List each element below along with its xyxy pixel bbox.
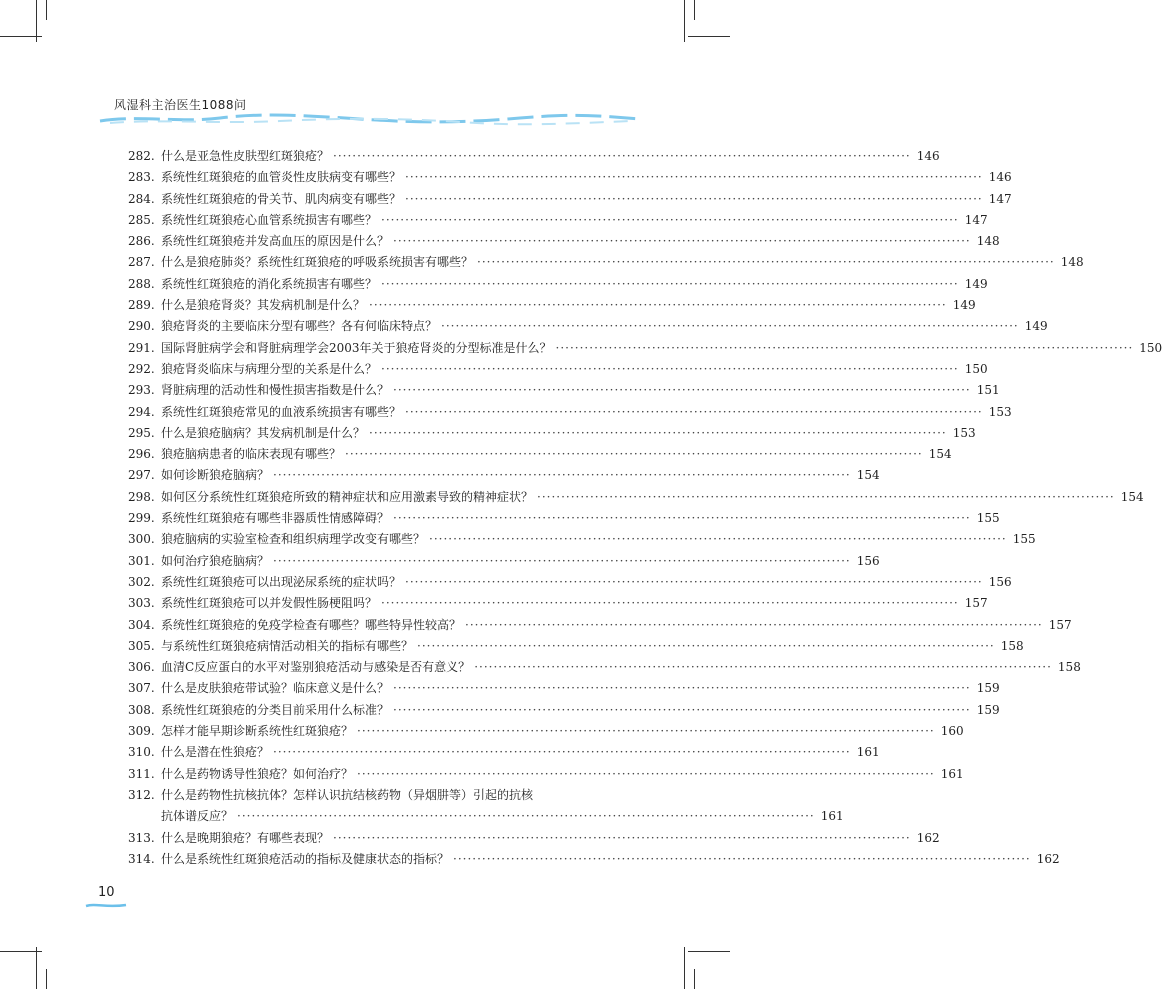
toc-entry-title: 系统性红斑狼疮可以出现泌尿系统的症状吗？ (161, 574, 402, 589)
toc-entry (128, 615, 1072, 636)
toc-leader-dots: ························································································································ (273, 553, 851, 568)
toc-entry (128, 764, 964, 785)
toc-entry-page: 148 (976, 234, 1000, 249)
toc-leader-dots: ························································································································ (537, 489, 1115, 504)
toc-leader-dots: ························································································································ (381, 361, 959, 376)
toc-leader-dots: ························································································································ (273, 745, 851, 760)
toc-entry-page: 149 (952, 298, 976, 313)
toc-entry-title: 国际肾脏病学会和肾脏病理学会2003年关于狼疮肾炎的分型标准是什么？ (161, 340, 552, 355)
toc-leader-dots: ························································································································ (369, 298, 947, 313)
toc-entry (128, 487, 1144, 508)
toc-entry (128, 295, 976, 316)
toc-entry-number: 313. (128, 830, 155, 845)
toc-entry-page: 149 (964, 276, 988, 291)
toc-entry (128, 636, 1024, 657)
toc-entry (128, 146, 940, 167)
toc-entry-page: 154 (856, 468, 880, 483)
toc-entry-title: 系统性红斑狼疮并发高血压的原因是什么？ (161, 234, 390, 249)
toc-entry-title: 什么是皮肤狼疮带试验？临床意义是什么？ (161, 681, 390, 696)
toc-entry-page: 155 (1012, 532, 1036, 547)
toc-entry-title: 系统性红斑狼疮的血管炎性皮肤病变有哪些？ (161, 170, 402, 185)
toc-entry-number: 309. (128, 724, 155, 739)
toc-entry-number: 288. (128, 276, 155, 291)
crop-mark-top-left-v2 (46, 0, 47, 20)
toc-entry-number: 299. (128, 511, 155, 526)
toc-entry-number: 298. (128, 489, 155, 504)
toc-entry (128, 423, 976, 444)
toc-entry-number: 293. (128, 383, 155, 398)
toc-entry-number: 291. (128, 340, 155, 355)
toc-entry (128, 167, 1012, 188)
toc-entry-number: 314. (128, 851, 155, 866)
toc-entry-number: 312. (128, 787, 155, 802)
toc-entry (128, 210, 988, 231)
toc-entry-number: 297. (128, 468, 155, 483)
toc-entry-title: 系统性红斑狼疮心血管系统损害有哪些？ (161, 212, 378, 227)
toc-leader-dots: ························································································································ (369, 425, 947, 440)
toc-entry-page: 156 (988, 574, 1012, 589)
toc-entry-page: 146 (988, 170, 1012, 185)
toc-leader-dots: ························································································································ (393, 702, 971, 717)
toc-leader-dots: ························································································································ (393, 681, 971, 696)
toc-entry-page: 147 (988, 191, 1012, 206)
toc-entry-page: 159 (976, 681, 1000, 696)
toc-entry-number: 305. (128, 638, 155, 653)
toc-leader-dots: ························································································································ (237, 809, 815, 824)
toc-entry-page: 150 (1139, 340, 1162, 355)
toc-entry-title: 狼疮肾炎的主要临床分型有哪些？各有何临床特点？ (161, 319, 438, 334)
toc-entry-page: 162 (916, 830, 940, 845)
toc-entry (128, 742, 880, 763)
toc-entry-title: 狼疮肾炎临床与病理分型的关系是什么？ (161, 361, 378, 376)
toc-entry (128, 785, 628, 806)
toc-entry-page: 149 (1024, 319, 1048, 334)
crop-mark-bottom-left-v2 (46, 969, 47, 989)
toc-leader-dots: ························································································································ (405, 170, 983, 185)
toc-leader-dots: ························································································································ (273, 468, 851, 483)
toc-leader-dots: ························································································································ (477, 255, 1055, 270)
toc-entry-title: 抗体谱反应？ (161, 809, 234, 824)
toc-leader-dots: ························································································································ (453, 851, 1031, 866)
toc-entry-title: 怎样才能早期诊断系统性红斑狼疮？ (161, 724, 354, 739)
toc-entry-page: 154 (1120, 489, 1144, 504)
toc-entry-page: 153 (952, 425, 976, 440)
toc-entry-title: 什么是药物诱导性狼疮？如何治疗？ (161, 766, 354, 781)
toc-entry-title: 血清C反应蛋白的水平对鉴别狼疮活动与感染是否有意义？ (161, 660, 471, 675)
toc-entry-number: 283. (128, 170, 155, 185)
toc-entry-page: 161 (940, 766, 964, 781)
toc-entry-title: 什么是狼疮肾炎？其发病机制是什么？ (161, 298, 366, 313)
toc-entry (128, 508, 1000, 529)
toc-entry-title: 什么是狼疮脑病？其发病机制是什么？ (161, 425, 366, 440)
toc-entry (128, 806, 844, 827)
toc-leader-dots: ························································································································ (333, 830, 911, 845)
toc-list (128, 146, 1162, 870)
toc-entry-number: 294. (128, 404, 155, 419)
toc-entry-page: 154 (928, 447, 952, 462)
toc-entry (128, 529, 1036, 550)
toc-leader-dots: ························································································································ (393, 511, 971, 526)
toc-entry (128, 402, 1012, 423)
toc-entry-title: 系统性红斑狼疮的骨关节、肌肉病变有哪些？ (161, 191, 402, 206)
toc-entry (128, 465, 880, 486)
toc-entry (128, 316, 1048, 337)
toc-leader-dots: ························································································································ (381, 596, 959, 611)
toc-leader-dots: ························································································································ (417, 638, 995, 653)
toc-entry (128, 252, 1084, 273)
toc-entry-page: 160 (940, 724, 964, 739)
toc-entry-number: 295. (128, 425, 155, 440)
running-header-title: 风湿科主治医生1088问 (114, 98, 247, 112)
crop-mark-bottom-right-v (684, 947, 685, 989)
toc-entry-number: 307. (128, 681, 155, 696)
toc-entry (128, 828, 940, 849)
header-wave-rule (100, 113, 640, 125)
toc-leader-dots: ························································································································ (381, 276, 959, 291)
toc-entry (128, 572, 1012, 593)
toc-entry-title: 什么是系统性红斑狼疮活动的指标及健康状态的指标？ (161, 851, 450, 866)
toc-entry (128, 444, 952, 465)
toc-entry-page: 153 (988, 404, 1012, 419)
toc-entry-number: 311. (128, 766, 155, 781)
toc-entry-title: 狼疮脑病的实验室检查和组织病理学改变有哪些？ (161, 532, 426, 547)
toc-leader-dots: ························································································································ (441, 319, 1019, 334)
crop-mark-bottom-right-h (688, 951, 730, 952)
toc-entry-page: 157 (964, 596, 988, 611)
toc-entry-title: 如何治疗狼疮脑病？ (161, 553, 270, 568)
toc-leader-dots: ························································································································ (357, 766, 935, 781)
toc-leader-dots: ························································································································ (393, 383, 971, 398)
toc-entry-title: 什么是潜在性狼疮？ (161, 745, 270, 760)
toc-entry-page: 159 (976, 702, 1000, 717)
toc-entry-number: 301. (128, 553, 155, 568)
toc-leader-dots: ························································································································ (465, 617, 1043, 632)
toc-entry-title: 系统性红斑狼疮有哪些非器质性情感障碍？ (161, 511, 390, 526)
toc-entry (128, 359, 988, 380)
toc-entry-title: 肾脏病理的活动性和慢性损害指数是什么？ (161, 383, 390, 398)
crop-mark-top-right-h (688, 36, 730, 37)
toc-entry (128, 189, 1012, 210)
toc-entry-page: 156 (856, 553, 880, 568)
crop-mark-bottom-left-h (0, 951, 42, 952)
toc-entry-number: 290. (128, 319, 155, 334)
toc-leader-dots: ························································································································ (357, 724, 935, 739)
toc-entry (128, 274, 988, 295)
toc-leader-dots: ························································································································ (429, 532, 1007, 547)
toc-entry-number: 282. (128, 149, 155, 163)
toc-leader-dots: ························································································································ (405, 191, 983, 206)
toc-entry-page: 147 (964, 212, 988, 227)
toc-entry-number: 300. (128, 532, 155, 547)
toc-leader-dots: ························································································································ (474, 660, 1052, 675)
toc-entry (128, 593, 988, 614)
crop-mark-bottom-right-v2 (694, 969, 695, 989)
toc-entry (128, 551, 880, 572)
crop-mark-top-right-v2 (694, 0, 695, 20)
toc-entry-title: 系统性红斑狼疮的免疫学检查有哪些？哪些特异性较高？ (161, 617, 462, 632)
toc-entry-title: 系统性红斑狼疮常见的血液系统损害有哪些？ (161, 404, 402, 419)
toc-entry-title: 什么是亚急性皮肤型红斑狼疮？ (161, 149, 330, 163)
toc-entry-title: 什么是药物性抗核抗体？怎样认识抗结核药物（异烟肼等）引起的抗核 (161, 787, 534, 802)
crop-mark-top-right-v (684, 0, 685, 42)
page-number: 10 (98, 885, 115, 900)
toc-entry-number: 310. (128, 745, 155, 760)
toc-entry-number: 302. (128, 574, 155, 589)
toc-entry-page: 162 (1036, 851, 1060, 866)
footer-wave-rule (86, 901, 126, 909)
toc-entry-title: 系统性红斑狼疮的分类目前采用什么标准？ (161, 702, 390, 717)
toc-entry-number: 287. (128, 255, 155, 270)
toc-entry-title: 如何区分系统性红斑狼疮所致的精神症状和应用激素导致的精神症状？ (161, 489, 534, 504)
toc-entry-page: 146 (916, 149, 940, 163)
toc-leader-dots: ························································································································ (405, 404, 983, 419)
toc-entry-title: 系统性红斑狼疮的消化系统损害有哪些？ (161, 276, 378, 291)
toc-entry-page: 158 (1057, 660, 1081, 675)
toc-entry (128, 849, 1060, 870)
toc-entry-number: 286. (128, 234, 155, 249)
toc-entry-page: 151 (976, 383, 1000, 398)
toc-entry-title: 狼疮脑病患者的临床表现有哪些？ (161, 447, 342, 462)
toc-entry-page: 155 (976, 511, 1000, 526)
toc-entry-page: 161 (820, 809, 844, 824)
toc-entry-number: 308. (128, 702, 155, 717)
toc-entry (128, 678, 1000, 699)
crop-mark-bottom-left-v (36, 947, 37, 989)
toc-entry-number: 289. (128, 298, 155, 313)
toc-entry (128, 700, 1000, 721)
toc-entry-page: 158 (1000, 638, 1024, 653)
toc-entry-title: 什么是晚期狼疮？有哪些表现？ (161, 830, 330, 845)
toc-entry (128, 657, 1081, 678)
toc-leader-dots: ························································································································ (333, 149, 911, 163)
toc-entry-number: 292. (128, 361, 155, 376)
toc-entry-page: 161 (856, 745, 880, 760)
toc-entry-number: 304. (128, 617, 155, 632)
toc-entry (128, 721, 964, 742)
toc-entry-number: 306. (128, 660, 155, 675)
toc-entry-number: 296. (128, 447, 155, 462)
toc-entry-title: 如何诊断狼疮脑病？ (161, 468, 270, 483)
toc-entry-title: 什么是狼疮肺炎？系统性红斑狼疮的呼吸系统损害有哪些？ (161, 255, 474, 270)
toc-leader-dots: ························································································································ (381, 212, 959, 227)
toc-entry-title: 与系统性红斑狼疮病情活动相关的指标有哪些？ (161, 638, 414, 653)
toc-leader-dots: ························································································································ (393, 234, 971, 249)
toc-leader-dots: ························································································································ (345, 447, 923, 462)
toc-leader-dots: ························································································································ (555, 340, 1134, 355)
toc-entry-number: 303. (128, 596, 155, 611)
toc-entry-page: 148 (1060, 255, 1084, 270)
toc-entry (128, 338, 1162, 359)
toc-entry-page: 150 (964, 361, 988, 376)
toc-entry-number: 285. (128, 212, 155, 227)
toc-entry-title: 系统性红斑狼疮可以并发假性肠梗阻吗？ (161, 596, 378, 611)
toc-leader-dots: ························································································································ (405, 574, 983, 589)
crop-mark-top-left-h (0, 36, 42, 37)
toc-entry (128, 231, 1000, 252)
toc-entry-number: 284. (128, 191, 155, 206)
toc-entry-page: 157 (1048, 617, 1072, 632)
toc-entry (128, 380, 1000, 401)
